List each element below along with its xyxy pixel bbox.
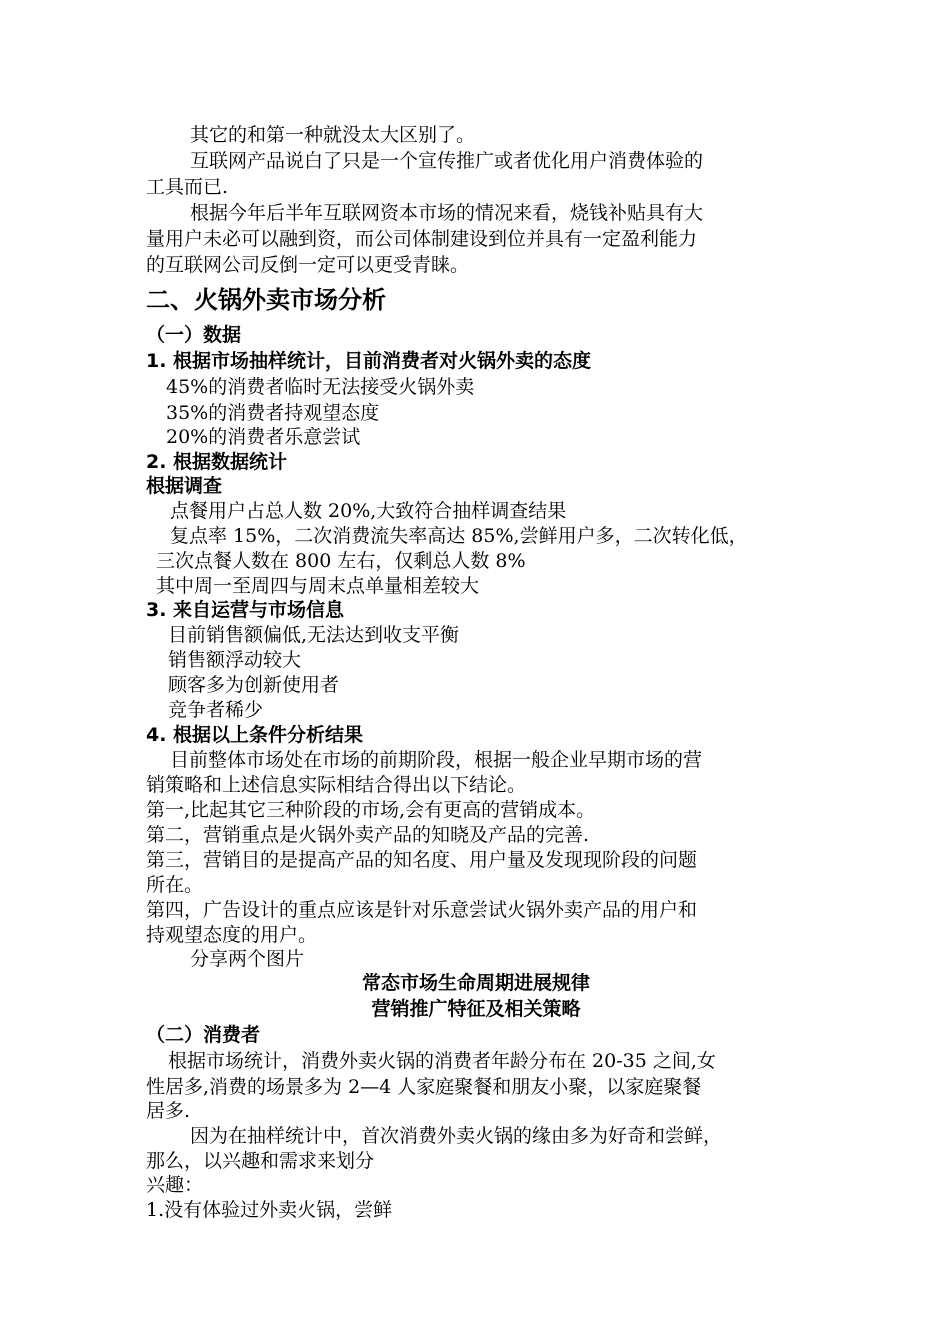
- consumer-line-7: 1.没有体验过外卖火锅，尝鲜: [146, 1199, 393, 1221]
- item-3-heading: 3. 来自运营与市场信息: [146, 599, 345, 621]
- consumer-line-1: 根据市场统计，消费外卖火锅的消费者年龄分布在 20-35 之间,女: [168, 1050, 716, 1072]
- item-2-line-2: 复点率 15%，二次消费流失率高达 85%,尝鲜用户多，二次转化低，: [170, 525, 748, 547]
- item-3-line-2: 销售额浮动较大: [168, 649, 302, 671]
- item-3-line-3: 顾客多为创新使用者: [168, 674, 340, 696]
- item-2-line-3: 三次点餐人数在 800 左右，仅剩总人数 8%: [156, 550, 526, 572]
- item-2-heading: 2. 根据数据统计: [146, 451, 288, 473]
- item-2-line-1: 点餐用户占总人数 20%,大致符合抽样调查结果: [170, 500, 567, 522]
- item-1-heading: 1. 根据市场抽样统计，目前消费者对火锅外卖的态度: [146, 350, 592, 372]
- item-4-line-1: 目前整体市场处在市场的前期阶段，根据一般企业早期市场的营: [170, 749, 703, 771]
- item-4-line-5: 第三，营销目的是提高产品的知名度、用户量及发现现阶段的问题: [146, 849, 698, 871]
- item-2-subheading: 根据调查: [146, 475, 223, 497]
- item-4-heading: 4. 根据以上条件分析结果: [146, 724, 364, 746]
- section-title: 二、火锅外卖市场分析: [146, 286, 386, 314]
- subsection-consumer-title: （二）消费者: [146, 1024, 261, 1046]
- intro-paragraph-3-line-1: 根据今年后半年互联网资本市场的情况来看，烧钱补贴具有大: [190, 202, 704, 224]
- item-4-line-2: 销策略和上述信息实际相结合得出以下结论。: [146, 774, 527, 796]
- intro-paragraph-2-line-1: 互联网产品说白了只是一个宣传推广或者优化用户消费体验的: [190, 150, 704, 172]
- item-4-line-4: 第二，营销重点是火锅外卖产品的知晓及产品的完善.: [146, 824, 590, 846]
- item-3-line-4: 竞争者稀少: [168, 699, 264, 721]
- item-4-line-9: 分享两个图片: [190, 948, 305, 970]
- image-caption-1: 常态市场生命周期进展规律: [361, 972, 590, 994]
- item-4-line-7: 第四，广告设计的重点应该是针对乐意尝试火锅外卖产品的用户和: [146, 899, 698, 921]
- intro-paragraph-2-line-2: 工具而已.: [146, 176, 229, 198]
- item-1-line-1: 45%的消费者临时无法接受火锅外卖: [166, 376, 475, 398]
- item-1-line-3: 20%的消费者乐意尝试: [166, 426, 361, 448]
- intro-paragraph-1: 其它的和第一种就没太大区别了。: [190, 124, 476, 146]
- intro-paragraph-3-line-3: 的互联网公司反倒一定可以更受青睐。: [146, 254, 470, 276]
- item-4-line-3: 第一,比起其它三种阶段的市场,会有更高的营销成本。: [146, 799, 596, 821]
- image-caption-2: 营销推广特征及相关策略: [371, 998, 581, 1020]
- consumer-line-3: 居多.: [146, 1100, 191, 1122]
- consumer-line-5: 那么，以兴趣和需求来划分: [146, 1150, 375, 1172]
- item-4-line-8: 持观望态度的用户。: [146, 924, 318, 946]
- item-2-line-4: 其中周一至周四与周末点单量相差较大: [156, 575, 480, 597]
- item-4-line-6: 所在。: [146, 874, 204, 896]
- item-1-line-2: 35%的消费者持观望态度: [166, 402, 380, 424]
- intro-paragraph-3-line-2: 量用户未必可以融到资，而公司体制建设到位并具有一定盈利能力: [146, 228, 698, 250]
- consumer-line-6: 兴趣：: [146, 1174, 204, 1196]
- consumer-line-2: 性居多,消费的场景多为 2—4 人家庭聚餐和朋友小聚，以家庭聚餐: [146, 1076, 702, 1098]
- item-3-line-1: 目前销售额偏低,无法达到收支平衡: [168, 624, 460, 646]
- consumer-line-4: 因为在抽样统计中，首次消费外卖火锅的缘由多为好奇和尝鲜，: [190, 1125, 723, 1147]
- subsection-data-title: （一）数据: [146, 324, 242, 346]
